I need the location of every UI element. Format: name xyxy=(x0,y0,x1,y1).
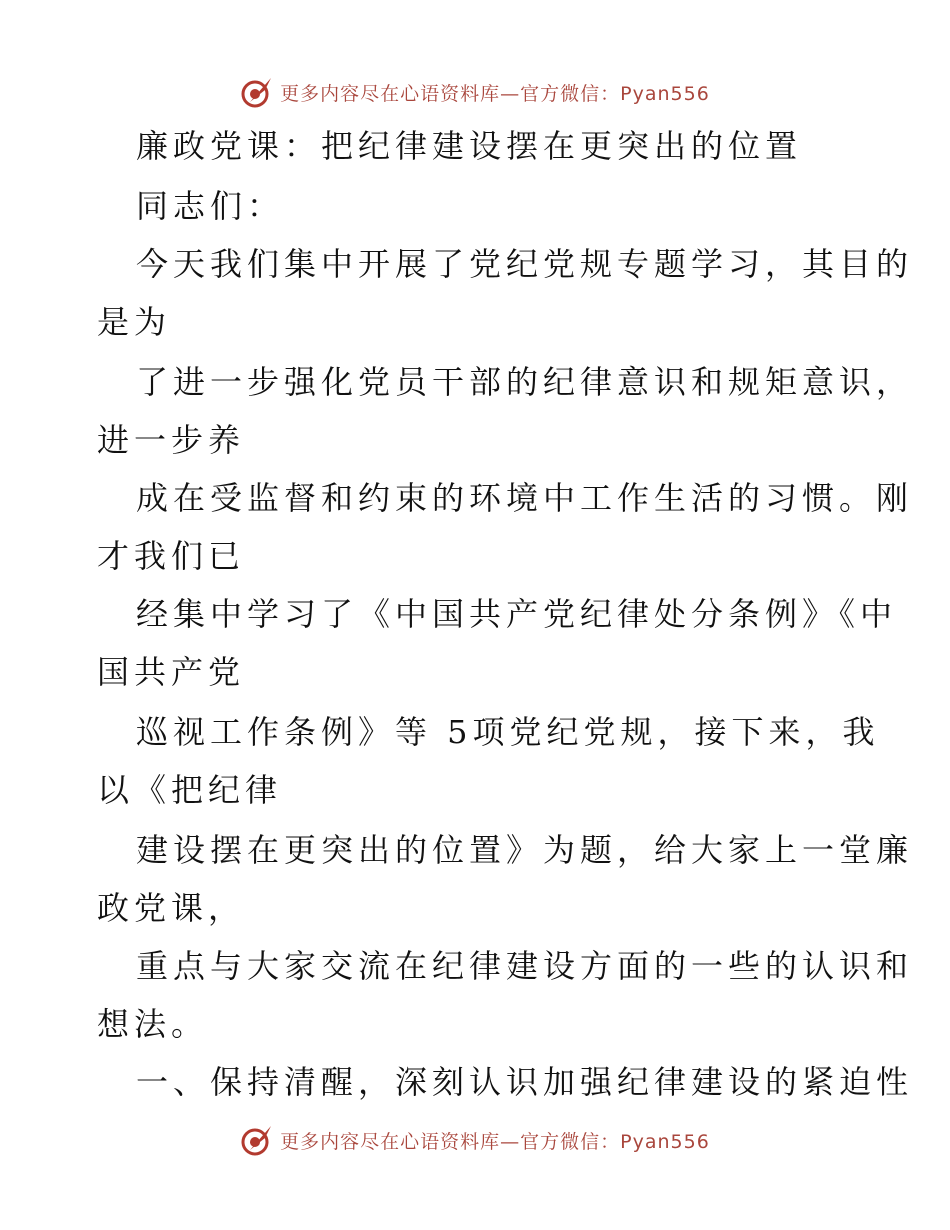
paragraph-line: 成在受监督和约束的环境中工作生活的习惯。刚 xyxy=(136,479,914,517)
quill-logo-icon xyxy=(240,1123,274,1157)
paragraph-line: 是为 xyxy=(97,303,172,341)
paragraph-line: 以《把纪律 xyxy=(97,771,283,809)
quill-logo-icon xyxy=(240,75,274,109)
paragraph-line: 建设摆在更突出的位置》为题，给大家上一堂廉 xyxy=(136,831,914,869)
paragraph-line: 今天我们集中开展了党纪党规专题学习，其目的 xyxy=(136,245,914,283)
paragraph-line: 国共产党 xyxy=(97,653,246,691)
paragraph-line: 政党课， xyxy=(97,889,246,927)
watermark-id: Pyan556 xyxy=(620,82,710,105)
paragraph-line: 想法。 xyxy=(97,1005,209,1043)
watermark-footer xyxy=(0,1120,950,1160)
paragraph-line: 经集中学习了《中国共产党纪律处分条例》《中 xyxy=(136,595,898,633)
paragraph-line: 了进一步强化党员干部的纪律意识和规矩意识， xyxy=(136,363,914,401)
paragraph-line: 重点与大家交流在纪律建设方面的一些的认识和 xyxy=(136,947,914,985)
paragraph-line: 进一步养 xyxy=(97,421,246,459)
watermark-id: Pyan556 xyxy=(620,1130,710,1153)
paragraph-line: 才我们已 xyxy=(97,537,246,575)
watermark-text: 更多内容尽在心语资料库—官方微信： xyxy=(280,1130,621,1153)
watermark-text: 更多内容尽在心语资料库—官方微信： xyxy=(280,82,621,105)
watermark-header xyxy=(0,72,950,112)
section-heading: 一、保持清醒，深刻认识加强纪律建设的紧迫性 xyxy=(136,1063,914,1101)
salutation: 同志们： xyxy=(136,187,285,225)
document-title: 廉政党课：把纪律建设摆在更突出的位置 xyxy=(136,127,803,165)
paragraph-line: 巡视工作条例》等 5项党纪党规，接下来，我 xyxy=(136,713,880,751)
